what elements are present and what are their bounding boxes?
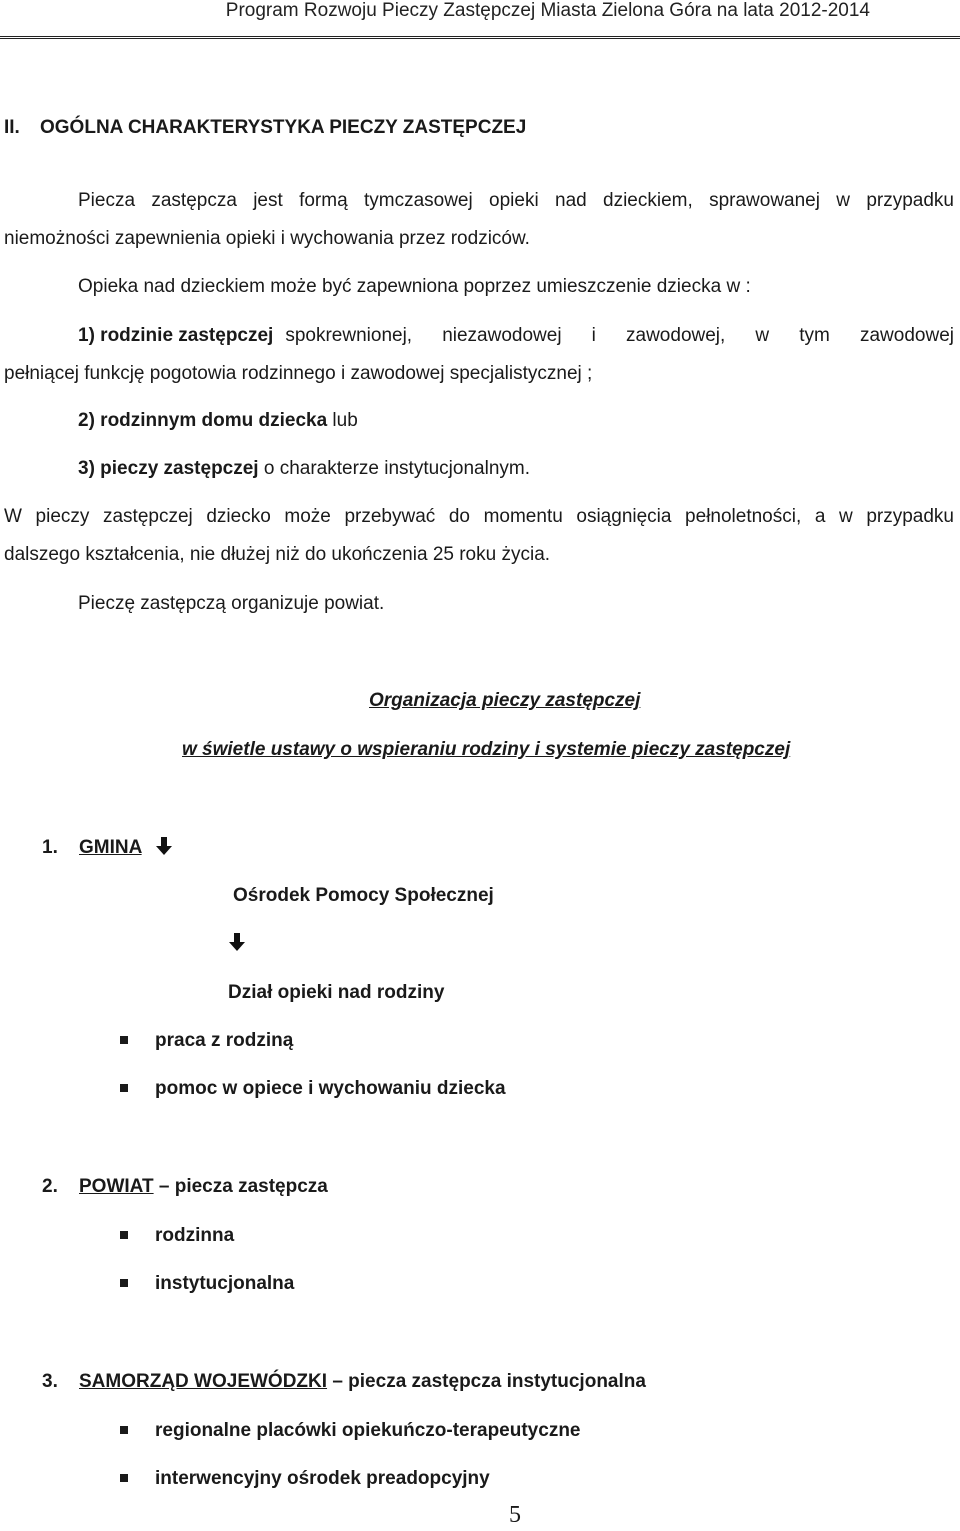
form-item-1 [78, 324, 954, 348]
organization-subtitle: w świetle ustawy o wspieraniu rodziny i systemie pieczy zastępczej [182, 739, 791, 760]
gmina-heading [79, 836, 173, 860]
form-item-2-rest: lub [327, 410, 358, 431]
powiat-label: POWIAT [79, 1176, 154, 1197]
section-title: OGÓLNA CHARAKTERYSTYKA PIECZY ZASTĘPCZEJ [40, 117, 527, 138]
powiat-number: 2. [42, 1176, 58, 1197]
samorzad-number: 3. [42, 1371, 58, 1392]
samorzad-bullet-1: regionalne placówki opiekuńczo-terapeutyczne [155, 1420, 581, 1441]
form-item-2 [78, 409, 358, 433]
organization-title: Organizacja pieczy zastępczej [369, 690, 641, 711]
samorzad-heading [79, 1370, 646, 1394]
form-item-1-bold: 1) rodzinie zastępczej [78, 325, 274, 346]
form-item-2-bold: 2) rodzinnym domu dziecka [78, 410, 328, 431]
duration-line-3: Pieczę zastępczą organizuje powiat. [78, 593, 385, 614]
form-item-1-rest: spokrewnionej, niezawodowej i zawodowej, w tym zawodowej [285, 325, 954, 346]
gmina-bullet-2: pomoc w opiece i wychowaniu dziecka [155, 1078, 506, 1099]
running-header: Program Rozwoju Pieczy Zastępczej Miasta Zielona Góra na lata 2012-2014 [225, 0, 870, 21]
square-bullet-icon [120, 1036, 128, 1044]
gmina-bullet-1: praca z rodziną [155, 1030, 294, 1051]
samorzad-suffix: – piecza zastępcza instytucjonalna [327, 1371, 646, 1392]
powiat-heading [79, 1175, 328, 1199]
square-bullet-icon [120, 1474, 128, 1482]
intro-lead: Opieka nad dzieckiem może być zapewniona poprzez umieszczenie dziecka w : [78, 276, 751, 297]
form-item-3 [78, 457, 530, 481]
powiat-bullet-2: instytucjonalna [155, 1273, 295, 1294]
section-number: II. [4, 117, 20, 138]
samorzad-label: SAMORZĄD WOJEWÓDZKI [79, 1371, 328, 1392]
form-item-3-rest: o charakterze instytucjonalnym. [258, 458, 530, 479]
powiat-suffix: – piecza zastępcza [153, 1176, 328, 1197]
gmina-number: 1. [42, 837, 58, 858]
square-bullet-icon [120, 1426, 128, 1434]
form-item-1-line2: pełniącej funkcję pogotowia rodzinnego i zawodowej specjalistycznej ; [4, 363, 593, 384]
powiat-bullet-1: rodzinna [155, 1225, 235, 1246]
down-arrow-icon [155, 836, 173, 856]
square-bullet-icon [120, 1231, 128, 1239]
samorzad-bullet-2: interwencyjny ośrodek preadopcyjny [155, 1468, 490, 1489]
gmina-department: Dział opieki nad rodziny [228, 982, 445, 1003]
square-bullet-icon [120, 1084, 128, 1092]
intro-line-1: Piecza zastępcza jest formą tymczasowej opieki nad dzieckiem, sprawowanej w przypadku [78, 190, 954, 211]
header-rule [0, 36, 960, 39]
gmina-center: Ośrodek Pomocy Społecznej [233, 885, 494, 906]
gmina-label: GMINA [79, 837, 142, 858]
duration-line-2: dalszego kształcenia, nie dłużej niż do ukończenia 25 roku życia. [4, 544, 551, 565]
duration-line-1: W pieczy zastępczej dziecko może przebywać do momentu osiągnięcia pełnoletności, a w przypadku [4, 506, 954, 527]
intro-line-2: niemożności zapewnienia opieki i wychowania przez rodziców. [4, 228, 530, 249]
page-number: 5 [509, 1502, 521, 1528]
form-item-3-bold: 3) pieczy zastępczej [78, 458, 259, 479]
square-bullet-icon [120, 1279, 128, 1287]
down-arrow-icon [228, 932, 246, 957]
